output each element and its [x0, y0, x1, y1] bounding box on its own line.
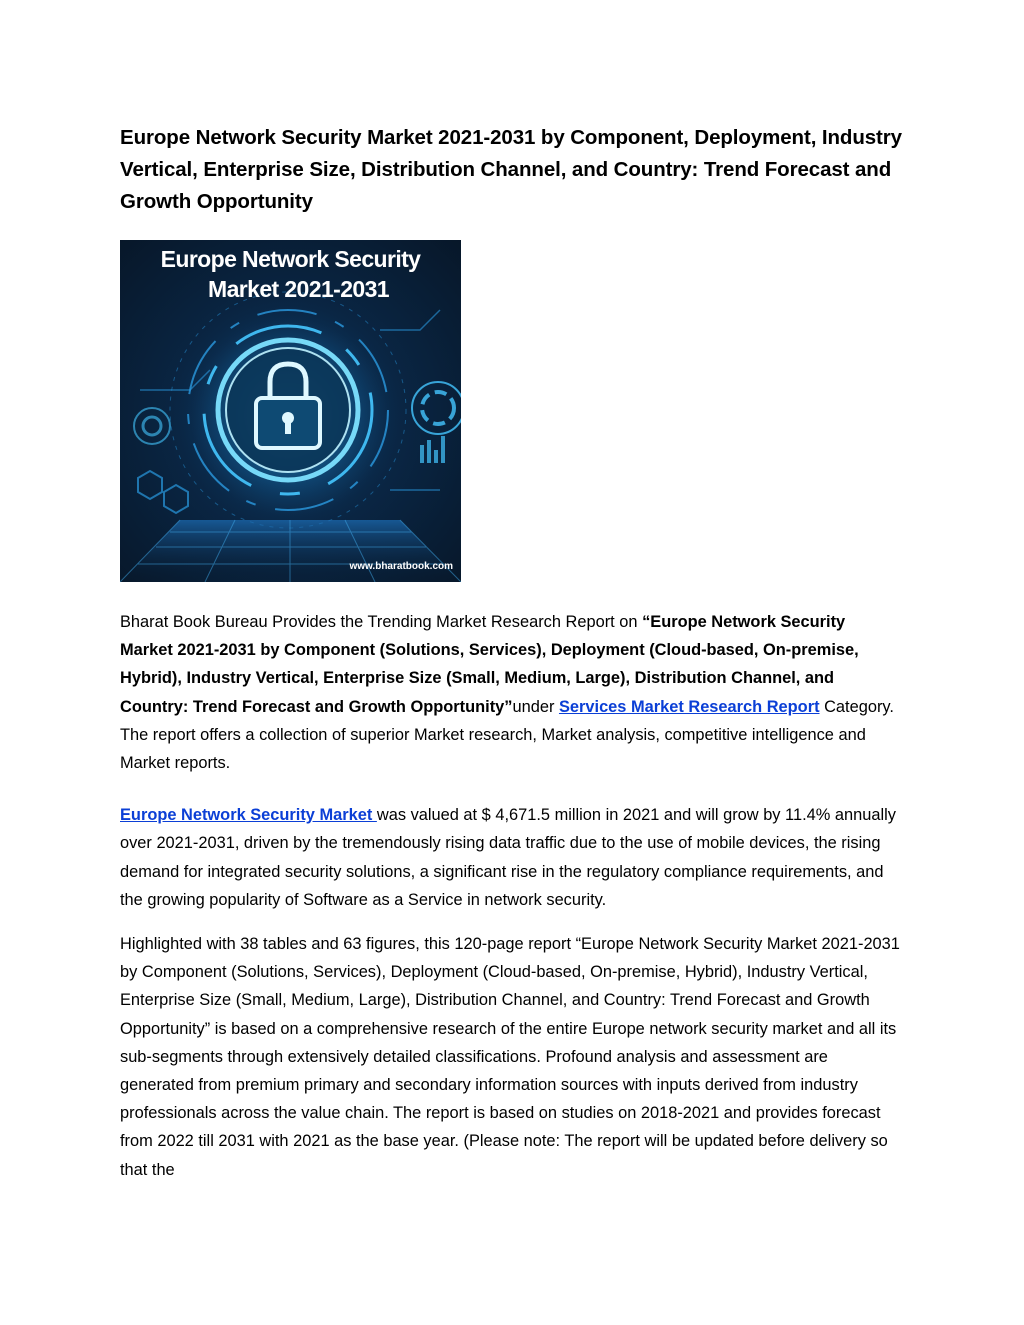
report-details-paragraph: Highlighted with 38 tables and 63 figures, this 120-page report “Europe Network Security Market 2021-2031 by Component (Solutions, Services), Deployment (Cloud-based, On-premise, Hybrid), Industry Vertical, Enterprise Size (Small, Medium, Large), Distribution Channel, and Country: Trend Forecast and Growth Opportunity” is based on a comprehensive research of the entire Europe network security market and all its sub-segments through extensively detailed classifications. Profound analysis and assessment are generated from premium primary and secondary information sources with inputs derived from industry professionals across the value chain. The report is based on studies on 2018-2021 and provides forecast from 2022 till 2031 with 2021 as the base year. (Please note: The report will be updated before delivery so that the [120, 935, 900, 1179]
intro-paragraph [120, 608, 902, 777]
cover-title-line1: Europe Network Security [160, 246, 421, 272]
report-title-bold: “Europe Network Security Market 2021-2031 by Component (Solutions, Services), Deployment (Cloud-based, On-premise, Hybrid), Industry Vertical, Enterprise Size (Small, Medium, Large), Distribution Channel, and Country: Trend Forecast and Growth Opportunity” [120, 613, 859, 716]
cover-image [120, 240, 461, 582]
services-market-research-report-link[interactable]: Services Market Research Report [558, 697, 820, 716]
cover-website: www.bharatbook.com [349, 561, 453, 572]
market-value-paragraph [120, 801, 902, 914]
intro-rest-text: Category. The report offers a collection of superior Market research, Market analysis, competitive intelligence and Market reports. [120, 697, 894, 773]
page-title: Europe Network Security Market 2021-2031 by Component, Deployment, Industry Vertical, Enterprise Size, Distribution Channel, and Country: Trend Forecast and Growth Opportunity [120, 126, 902, 213]
cover-title-line2: Market 2021-2031 [208, 276, 389, 302]
document-page [120, 122, 902, 1184]
cover-title [120, 244, 461, 304]
market-value-text: was valued at $ 4,671.5 million in 2021 and will grow by 11.4% annually over 2021-2031, driven by the tremendously rising data traffic due to the use of mobile devices, the rising demand for integrated security solutions, a significant rise in the regulatory compliance requirements, and the growing popularity of Software as a Service in network security. [120, 806, 896, 909]
intro-text: Bharat Book Bureau Provides the Trending Market Research Report on [120, 613, 643, 631]
under-text: under [512, 697, 559, 716]
europe-network-security-market-link[interactable]: Europe Network Security Market [120, 806, 377, 825]
